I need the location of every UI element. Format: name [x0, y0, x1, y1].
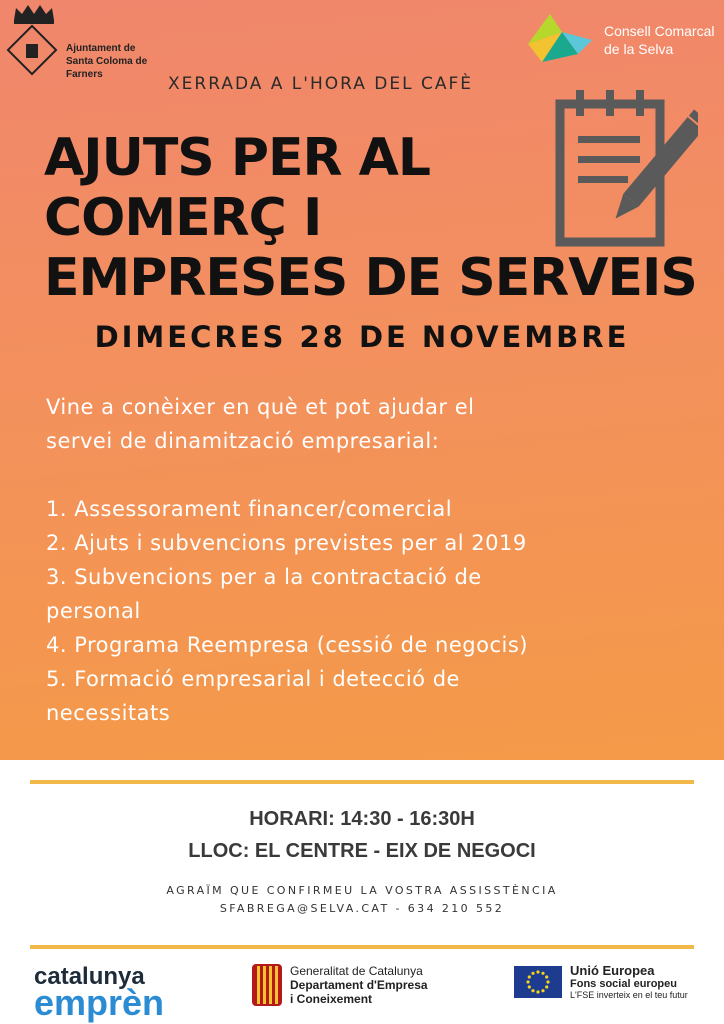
senyera-icon	[252, 964, 282, 1006]
list-item-line: 3. Subvencions per a la contractació de	[46, 565, 482, 589]
eu-flag-icon	[514, 966, 562, 998]
generalitat-dept-2: i Coneixement	[290, 992, 373, 1006]
list-item	[46, 560, 686, 628]
event-date: DIMECRES 28 DE NOVEMBRE	[94, 320, 630, 354]
consell-mark-icon	[528, 14, 592, 62]
title-line: EMPRESES DE SERVEIS	[44, 248, 697, 308]
consell-line-2: de la Selva	[604, 41, 674, 57]
eu-logo	[514, 964, 714, 1012]
intro-line: servei de dinamització empresarial:	[46, 429, 440, 453]
empren-word: emprèn	[34, 982, 165, 1023]
catalunya-empren-logo	[34, 963, 165, 1023]
generalitat-line-3	[290, 992, 428, 1006]
list-item-line: 4. Programa Reempresa (cessió de negocis)	[46, 633, 528, 657]
tower-icon	[26, 44, 38, 58]
ajuntament-logo	[4, 2, 184, 82]
catalunya-word: catalunya	[34, 963, 145, 990]
list-item	[46, 526, 686, 560]
list-item-line: 1. Assessorament financer/comercial	[46, 497, 453, 521]
divider-bottom	[30, 945, 694, 949]
divider-top	[30, 780, 694, 784]
list-item	[46, 662, 686, 730]
list-item-line: 2. Ajuts i subvencions previstes per al 2019	[46, 531, 527, 555]
generalitat-line-2	[290, 978, 428, 992]
event-subtitle: XERRADA A L'HORA DEL CAFÈ	[168, 74, 473, 94]
eu-line-2: Fons social europeu	[570, 978, 677, 990]
list-item-line: necessitats	[46, 701, 171, 725]
list-item	[46, 492, 686, 526]
eu-line-3: L'FSE inverteix en el teu futur	[570, 990, 688, 1000]
eu-line-1: Unió Europea	[570, 963, 655, 978]
list-item-line: 5. Formació empresarial i detecció de	[46, 667, 460, 691]
contact-text: SFABREGA@SELVA.CAT - 634 210 552	[219, 902, 505, 915]
intro-line: Vine a conèixer en què et pot ajudar el	[46, 395, 475, 419]
generalitat-line-1: Generalitat de Catalunya	[290, 964, 423, 978]
crown-icon	[12, 2, 56, 24]
list-item	[46, 628, 686, 662]
notepad-pencil-icon	[548, 88, 698, 248]
consell-comarcal-logo	[528, 14, 724, 74]
title-line: AJUTS PER AL	[44, 128, 430, 188]
confirm-text: AGRAÏM QUE CONFIRMEU LA VOSTRA ASSISSTÈNCIA	[166, 884, 558, 897]
generalitat-dept: Departament d'Empresa	[290, 978, 428, 992]
ajuntament-line-2: Santa Coloma de Farners	[66, 56, 148, 80]
description	[46, 390, 686, 730]
title-line: COMERÇ I	[44, 188, 322, 248]
intro-text	[46, 390, 686, 458]
location-text: LLOC: EL CENTRE - EIX DE NEGOCI	[188, 840, 536, 862]
ajuntament-line-1: Ajuntament de	[66, 43, 136, 54]
schedule-text: HORARI: 14:30 - 16:30H	[249, 808, 475, 830]
consell-line-1: Consell Comarcal	[604, 23, 715, 39]
list-item-line: personal	[46, 599, 141, 623]
generalitat-logo	[252, 964, 472, 1012]
